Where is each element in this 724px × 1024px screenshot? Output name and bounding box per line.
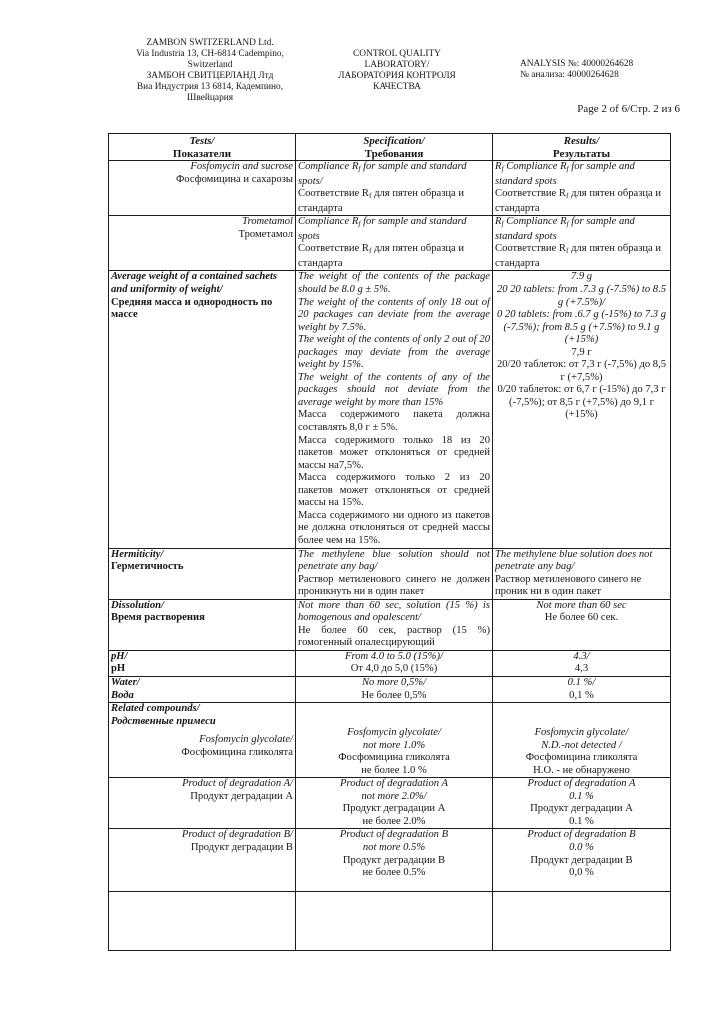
table-row bbox=[109, 650, 671, 676]
company-country-ru: Швейцария bbox=[186, 93, 234, 103]
company-name-en: ZAMBON SWITZERLAND Ltd. bbox=[146, 38, 274, 48]
results-table bbox=[108, 133, 671, 951]
result-degradation-b: Product of degradation B 0.0 % Продукт деградации В 0,0 % bbox=[493, 829, 671, 892]
test-trometamol: Trometamol Трометамол bbox=[109, 216, 296, 271]
lab-block bbox=[332, 49, 462, 93]
spec-trometamol: Compliance $R_f$ for sample and standard spots Соответствие $R_f$ для пятен образца и стандарта bbox=[296, 216, 493, 271]
tests-header: Tests/ Показатели bbox=[109, 134, 296, 161]
empty-cell bbox=[493, 892, 671, 951]
test-degradation-a: Product of degradation A/ Продукт деградации А bbox=[109, 778, 296, 829]
lab-line-2: LABORATORY/ bbox=[364, 60, 430, 70]
empty-cell bbox=[109, 892, 296, 951]
spec-fosfomycin-glycolate: Fosfomycin glycolate/ not more 1.0% Фосфомицина гликолята не более 1.0 % bbox=[296, 703, 493, 778]
result-trometamol: $R_f$ Compliance $R_f$ for sample and standard spots Соответствие $R_f$ для пятен образца и стандарта bbox=[493, 216, 671, 271]
lab-line-4: КАЧЕСТВА bbox=[373, 82, 421, 92]
table-row bbox=[109, 216, 671, 271]
table-row bbox=[109, 271, 671, 548]
result-ph: 4.3/ 4,3 bbox=[493, 650, 671, 676]
spec-ph: From 4.0 to 5.0 (15%)/ От 4,0 до 5,0 (15%) bbox=[296, 650, 493, 676]
result-degradation-a: Product of degradation A 0.1 % Продукт деградации А 0.1 % bbox=[493, 778, 671, 829]
table-row bbox=[109, 599, 671, 650]
lab-line-3: ЛАБОРАТОРИЯ КОНТРОЛЯ bbox=[338, 71, 456, 81]
table-row bbox=[109, 676, 671, 702]
result-fosfomycin-glycolate: Fosfomycin glycolate/ N.D.-not detected / Фосфомицина гликолята Н.О. - не обнаружено bbox=[493, 703, 671, 778]
company-address-ru: Виа Индустрия 13 6814, Кадемпино, bbox=[136, 82, 284, 92]
table-row bbox=[109, 703, 671, 778]
result-average-weight: 7.9 g 20 20 tablets: from .7.3 g (-7.5%) to 8.5 g (+7.5%)/ 0 20 tablets: from .6.7 g (-15%) to 7.3 g (-7.5%); from 8.5 g (+7.5%) to 9.1 g (+15%) 7,9 г 20/20 таблеток: от 7,3 г (-7,5%) до 8,5 г (+7,5%) 0/20 таблеток: от 6,7 г (-15%) до 7,3 г (-7,5%); от 8,5 г (+7,5%) до 9,1 г (+15%) bbox=[493, 271, 671, 548]
company-address-en: Via Industria 13, CH-6814 Cadempino, bbox=[136, 49, 284, 59]
table-row bbox=[109, 778, 671, 829]
spec-average-weight: The weight of the contents of the package should be 8.0 g ± 5%. The weight of the contents of only 18 out of 20 packages can deviate from the average weight by 7.5%. The weight of the contents of only 2 out of 20 packages may deviate from the average weight by 15%. The weight of the contents of any of the packages should not deviate from the average weight by more than 15% Масса содержимого пакета должна составлять 8,0 г ± 5%. Масса содержимого только 18 из 20 пакетов может отклоняться от средней массы на7,5%. Масса содержимого только 2 из 20 пакетов может отклоняться от средней массы на 15%. Масса содержимого ни одного из пакетов не должна отклоняться от средней массы более чем на 15%. bbox=[296, 271, 493, 548]
company-block bbox=[110, 38, 310, 104]
page-number: Page 2 of 6/Стр. 2 из 6 bbox=[577, 103, 680, 115]
test-hermeticity: Hermiticity/ Герметичность bbox=[109, 548, 296, 599]
table-row bbox=[109, 892, 671, 951]
test-degradation-b: Product of degradation B/ Продукт деградации В bbox=[109, 829, 296, 892]
spec-dissolution: Not more than 60 sec, solution (15 %) is homogenous and opalescent/ Не более 60 сек, раствор (15 %) гомогенный опалесцирующий bbox=[296, 599, 493, 650]
test-related-compounds: Related compounds/ Родственные примеси Fosfomycin glycolate/ Фосфомицина гликолята bbox=[109, 703, 296, 778]
test-fosfomycin-sucrose: Fosfomycin and sucrose Фосфомицина и сахарозы bbox=[109, 161, 296, 216]
table-row bbox=[109, 161, 671, 216]
analysis-block bbox=[520, 59, 700, 81]
table-header-row bbox=[109, 134, 671, 161]
spec-hermeticity: The methylene blue solution should not penetrate any bag/ Раствор метиленового синего не должен проникнуть ни в один пакет bbox=[296, 548, 493, 599]
company-name-ru: ЗАМБОН СВИТЦЕРЛАНД Лтд bbox=[146, 71, 274, 81]
table-row bbox=[109, 829, 671, 892]
results-header: Results/ Результаты bbox=[493, 134, 671, 161]
lab-line-1: CONTROL QUALITY bbox=[353, 49, 441, 59]
result-hermeticity: The methylene blue solution does not penetrate any bag/ Раствор метиленового синего не проник ни в один пакет bbox=[493, 548, 671, 599]
specification-header: Specification/ Требования bbox=[296, 134, 493, 161]
result-dissolution: Not more than 60 sec Не более 60 сек. bbox=[493, 599, 671, 650]
test-fosfomycin-glycolate: Fosfomycin glycolate/ Фосфомицина гликолята bbox=[181, 734, 293, 758]
spec-fosfomycin-sucrose: Compliance $R_f$ for sample and standard spots/ Соответствие $R_f$ для пятен образца и стандарта bbox=[296, 161, 493, 216]
analysis-number-en: ANALYSIS №: 40000264628 bbox=[520, 59, 634, 69]
test-water: Water/ Вода bbox=[109, 676, 296, 702]
spec-degradation-a: Product of degradation A not more 2.0%/ Продукт деградации А не более 2.0% bbox=[296, 778, 493, 829]
result-water: 0.1 %/ 0,1 % bbox=[493, 676, 671, 702]
empty-cell bbox=[296, 892, 493, 951]
company-country-en: Switzerland bbox=[187, 60, 233, 70]
test-ph: pH/ pH bbox=[109, 650, 296, 676]
spec-water: No more 0,5%/ Не более 0,5% bbox=[296, 676, 493, 702]
test-average-weight: Average weight of a contained sachets and uniformity of weight/ Средняя масса и однородность по массе bbox=[109, 271, 296, 548]
test-dissolution: Dissolution/ Время растворения bbox=[109, 599, 296, 650]
table-row bbox=[109, 548, 671, 599]
spec-degradation-b: Product of degradation B not more 0.5% Продукт деградации В не более 0.5% bbox=[296, 829, 493, 892]
result-fosfomycin-sucrose: $R_f$ Compliance $R_f$ for sample and standard spots Соответствие $R_f$ для пятен образца и стандарта bbox=[493, 161, 671, 216]
analysis-number-ru: № анализа: 40000264628 bbox=[520, 70, 619, 80]
